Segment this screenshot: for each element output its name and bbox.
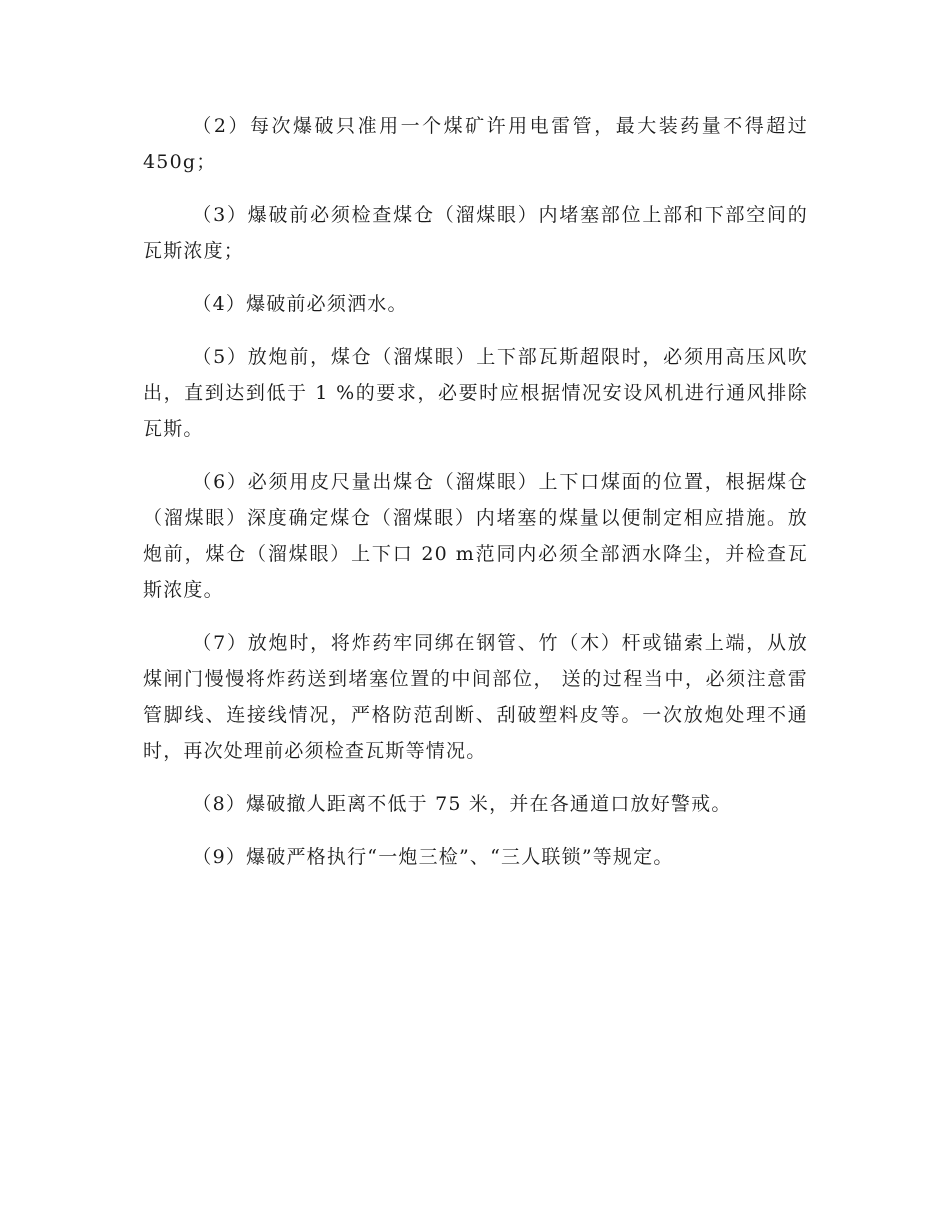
paragraph-item-5: （5）放炮前，煤仓（溜煤眼）上下部瓦斯超限时，必须用高压风吹出，直到达到低于 1 %的要求，必要时应根据情况安设风机进行通风排除瓦斯。 bbox=[143, 346, 808, 440]
paragraph-item-8: （8）爆破撤人距离不低于 75 米，并在各通道口放好警戒。 bbox=[192, 793, 732, 815]
document-body bbox=[143, 108, 808, 892]
paragraph-item-6: （6）必须用皮尺量出煤仓（溜煤眼）上下口煤面的位置，根据煤仓（溜煤眼）深度确定煤仓（溜煤眼）内堵塞的煤量以便制定相应措施。放炮前，煤仓（溜煤眼）上下口 20 m范同内必须全部洒水降尘，并检查瓦斯浓度。 bbox=[143, 471, 808, 601]
paragraph-item-9: （9）爆破严格执行“一炮三检”、“三人联锁”等规定。 bbox=[192, 846, 674, 868]
paragraph-item-2: （2）每次爆破只准用一个煤矿许用电雷管，最大装药量不得超过 450g； bbox=[143, 115, 808, 173]
paragraph-item-4: （4）爆破前必须洒水。 bbox=[192, 293, 408, 315]
paragraph-item-7: （7）放炮时，将炸药牢同绑在钢管、竹（木）杆或锚索上端，从放煤闸门慢慢将炸药送到堵塞位置的中间部位， 送的过程当中，必须注意雷管脚线、连接线情况，严格防范刮断、刮破塑料皮等。一次放炮处理不通时，再次处理前必须检查瓦斯等情况。 bbox=[143, 632, 808, 762]
paragraph-item-3: （3）爆破前必须检查煤仓（溜煤眼）内堵塞部位上部和下部空间的瓦斯浓度； bbox=[143, 204, 808, 262]
